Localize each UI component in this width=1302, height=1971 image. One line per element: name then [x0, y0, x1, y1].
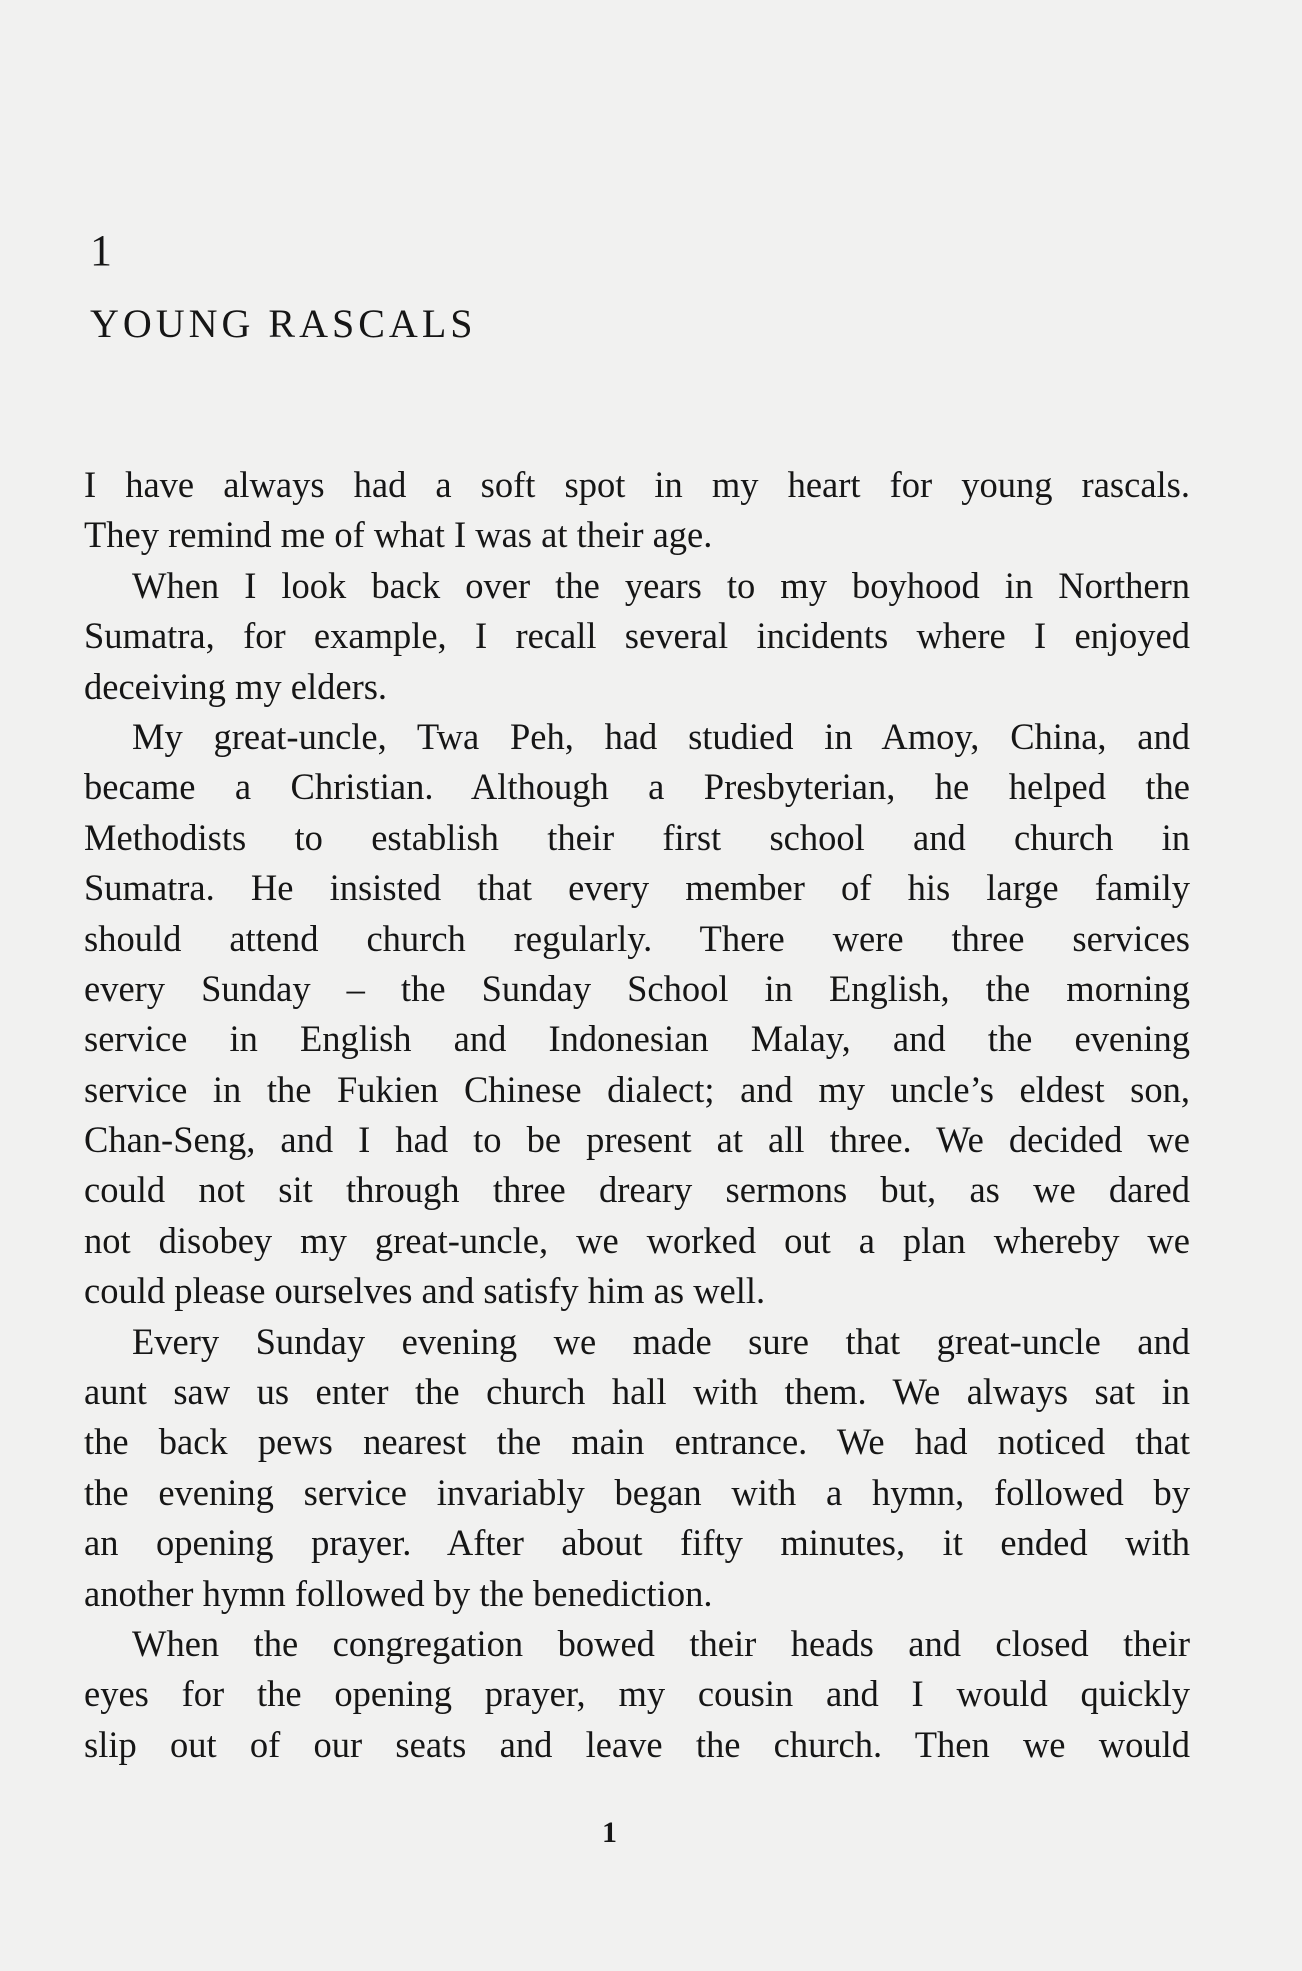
text-line: Sumatra. He insisted that every member of his large family [84, 867, 1190, 909]
text-line: Methodists to establish their first school and church in [84, 816, 1190, 858]
text-line: aunt saw us enter the church hall with them. We always sat in [84, 1371, 1190, 1413]
text-line: When the congregation bowed their heads and closed their [132, 1622, 1190, 1664]
text-line: another hymn followed by the benediction. [84, 1572, 713, 1614]
text-line: Chan-Seng, and I had to be present at all three. We decided we [84, 1119, 1190, 1161]
page-number: 1 [602, 1816, 617, 1849]
chapter-title: YOUNG RASCALS [90, 301, 477, 346]
text-line: the back pews nearest the main entrance. We had noticed that [84, 1421, 1190, 1463]
text-line: every Sunday – the Sunday School in English, the morning [84, 967, 1190, 1009]
body-text [84, 460, 1190, 1770]
text-line: should attend church regularly. There were three services [84, 917, 1190, 959]
text-line: not disobey my great-uncle, we worked out a plan whereby we [84, 1219, 1190, 1261]
text-line: could please ourselves and satisfy him as well. [84, 1270, 766, 1312]
text-line: the evening service invariably began with a hymn, followed by [84, 1471, 1190, 1513]
text-line: deceiving my elders. [84, 665, 388, 707]
text-line: Sumatra, for example, I recall several incidents where I enjoyed [84, 615, 1190, 657]
text-line: eyes for the opening prayer, my cousin and I would quickly [84, 1673, 1190, 1715]
text-line: I have always had a soft spot in my heart for young rascals. [84, 464, 1190, 505]
text-line: an opening prayer. After about fifty minutes, it ended with [84, 1522, 1190, 1564]
text-line: They remind me of what I was at their age. [84, 514, 713, 556]
text-line: My great-uncle, Twa Peh, had studied in Amoy, China, and [132, 715, 1190, 757]
text-line: slip out of our seats and leave the church. Then we would [84, 1723, 1190, 1765]
text-line: When I look back over the years to my boyhood in Northern [132, 564, 1190, 606]
text-line: Every Sunday evening we made sure that great-uncle and [132, 1320, 1190, 1362]
text-line: service in the Fukien Chinese dialect; and my uncle’s eldest son, [84, 1068, 1190, 1110]
chapter-number: 1 [90, 226, 112, 275]
text-line: became a Christian. Although a Presbyterian, he helped the [84, 766, 1190, 808]
text-line: could not sit through three dreary sermons but, as we dared [84, 1169, 1190, 1211]
text-line: service in English and Indonesian Malay, and the evening [84, 1018, 1190, 1060]
